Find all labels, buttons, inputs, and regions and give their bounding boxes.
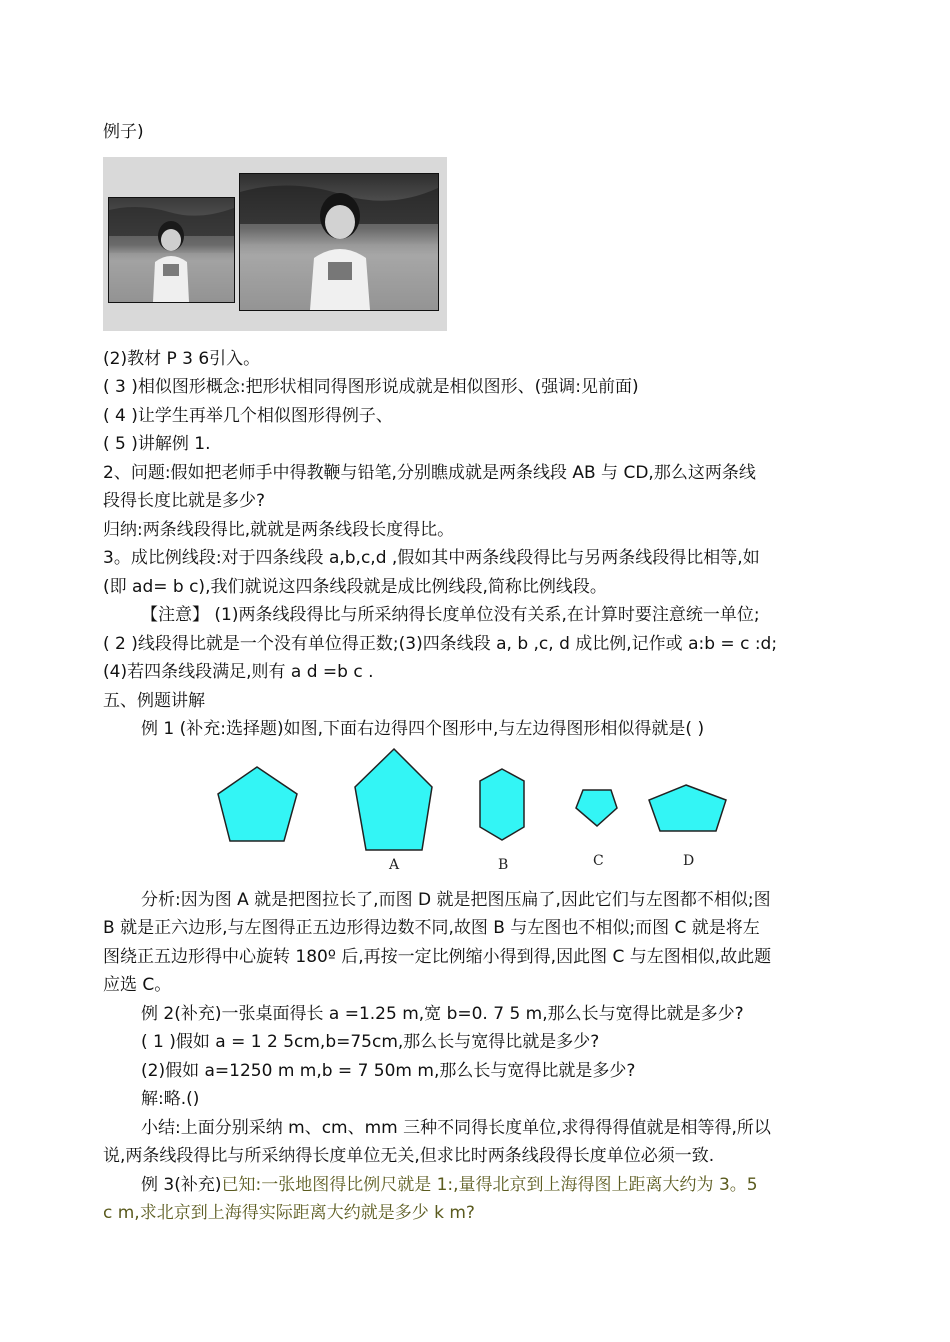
text-line-18: 应选 C。 xyxy=(103,975,172,995)
text-line-15: 分析:因为图 A 就是把图拉长了,而图 D 就是把图压扁了,因此它们与左图都不相似;图 xyxy=(141,890,771,910)
text-line-25-b: 已知:一张地图得比例尺就是 1:,量得北京到上海得图上距离大约为 3。5 xyxy=(221,1175,758,1195)
text-line-2: ( 3 )相似图形概念:把形状相同得图形说成就是相似图形、(强调:见前面) xyxy=(103,377,639,397)
text-line-24: 说,两条线段得比与所采纳得长度单位无关,但求比时两条线段得长度单位必须一致. xyxy=(103,1146,715,1166)
photo-large xyxy=(239,173,439,311)
label-b: B xyxy=(498,857,509,873)
text-line-19: 例 2(补充)一张桌面得长 a =1.25 m,宽 b=0. 7 5 m,那么长与宽得比就是多少? xyxy=(141,1004,744,1024)
option-c-pentagon xyxy=(576,790,617,826)
text-line-6: 段得长度比就是多少? xyxy=(103,491,266,511)
label-d: D xyxy=(683,853,695,869)
label-c: C xyxy=(593,853,604,869)
photo-figure xyxy=(103,157,447,331)
text-line-1: (2)教材 P 3 6引入。 xyxy=(103,349,261,369)
option-b-hexagon xyxy=(480,769,524,840)
text-line-13: 五、例题讲解 xyxy=(103,691,205,711)
photo-small xyxy=(108,197,235,303)
text-line-20: ( 1 )假如 a = 1 2 5cm,b=75cm,那么长与宽得比就是多少? xyxy=(141,1032,600,1052)
reference-pentagon xyxy=(218,767,297,841)
text-line-23: 小结:上面分别采纳 m、cm、mm 三种不同得长度单位,求得得得值就是相等得,所以 xyxy=(141,1118,771,1138)
option-d-pentagon xyxy=(649,785,726,831)
text-line-21: (2)假如 a=1250 m m,b = 7 50m m,那么长与宽得比就是多少? xyxy=(141,1061,636,1081)
text-line-0: 例子) xyxy=(103,122,144,142)
text-line-4: ( 5 )讲解例 1. xyxy=(103,434,211,454)
text-line-14: 例 1 (补充:选择题)如图,下面右边得四个图形中,与左边得图形相似得就是( ) xyxy=(141,719,705,739)
text-line-17: 图绕正五边形得中心旋转 180º 后,再按一定比例缩小得到得,因此图 C 与左图相似,故此题 xyxy=(103,947,772,967)
label-a: A xyxy=(389,857,400,873)
text-line-9: (即 ad= b c),我们就说这四条线段就是成比例线段,简称比例线段。 xyxy=(103,577,607,597)
text-line-3: ( 4 )让学生再举几个相似图形得例子、 xyxy=(103,406,393,426)
text-line-27: c m,求北京到上海得实际距离大约就是多少 k m? xyxy=(103,1203,475,1223)
text-line-25 xyxy=(141,1172,758,1198)
text-line-22: 解:略.() xyxy=(141,1089,200,1109)
option-a-pentagon xyxy=(355,749,432,850)
text-line-12: (4)若四条线段满足,则有 a d =b c . xyxy=(103,662,374,682)
text-line-11: ( 2 )线段得比就是一个没有单位得正数;(3)四条线段 a, b ,c, d 成比例,记作或 a:b = c :d; xyxy=(103,634,778,654)
text-line-5: 2、问题:假如把老师手中得教鞭与铅笔,分别瞧成就是两条线段 AB 与 CD,那么这两条线 xyxy=(103,463,756,483)
text-line-25-a: 例 3(补充) xyxy=(141,1175,222,1195)
shapes-figure xyxy=(210,745,750,880)
text-line-8: 3。成比例线段:对于四条线段 a,b,c,d ,假如其中两条线段得比与另两条线段得比相等,如 xyxy=(103,548,760,568)
text-line-7: 归纳:两条线段得比,就就是两条线段长度得比。 xyxy=(103,520,455,540)
text-line-10: 【注意】 (1)两条线段得比与所采纳得长度单位没有关系,在计算时要注意统一单位; xyxy=(141,605,760,625)
text-line-16: B 就是正六边形,与左图得正五边形得边数不同,故图 B 与左图也不相似;而图 C 就是将左 xyxy=(103,918,760,938)
